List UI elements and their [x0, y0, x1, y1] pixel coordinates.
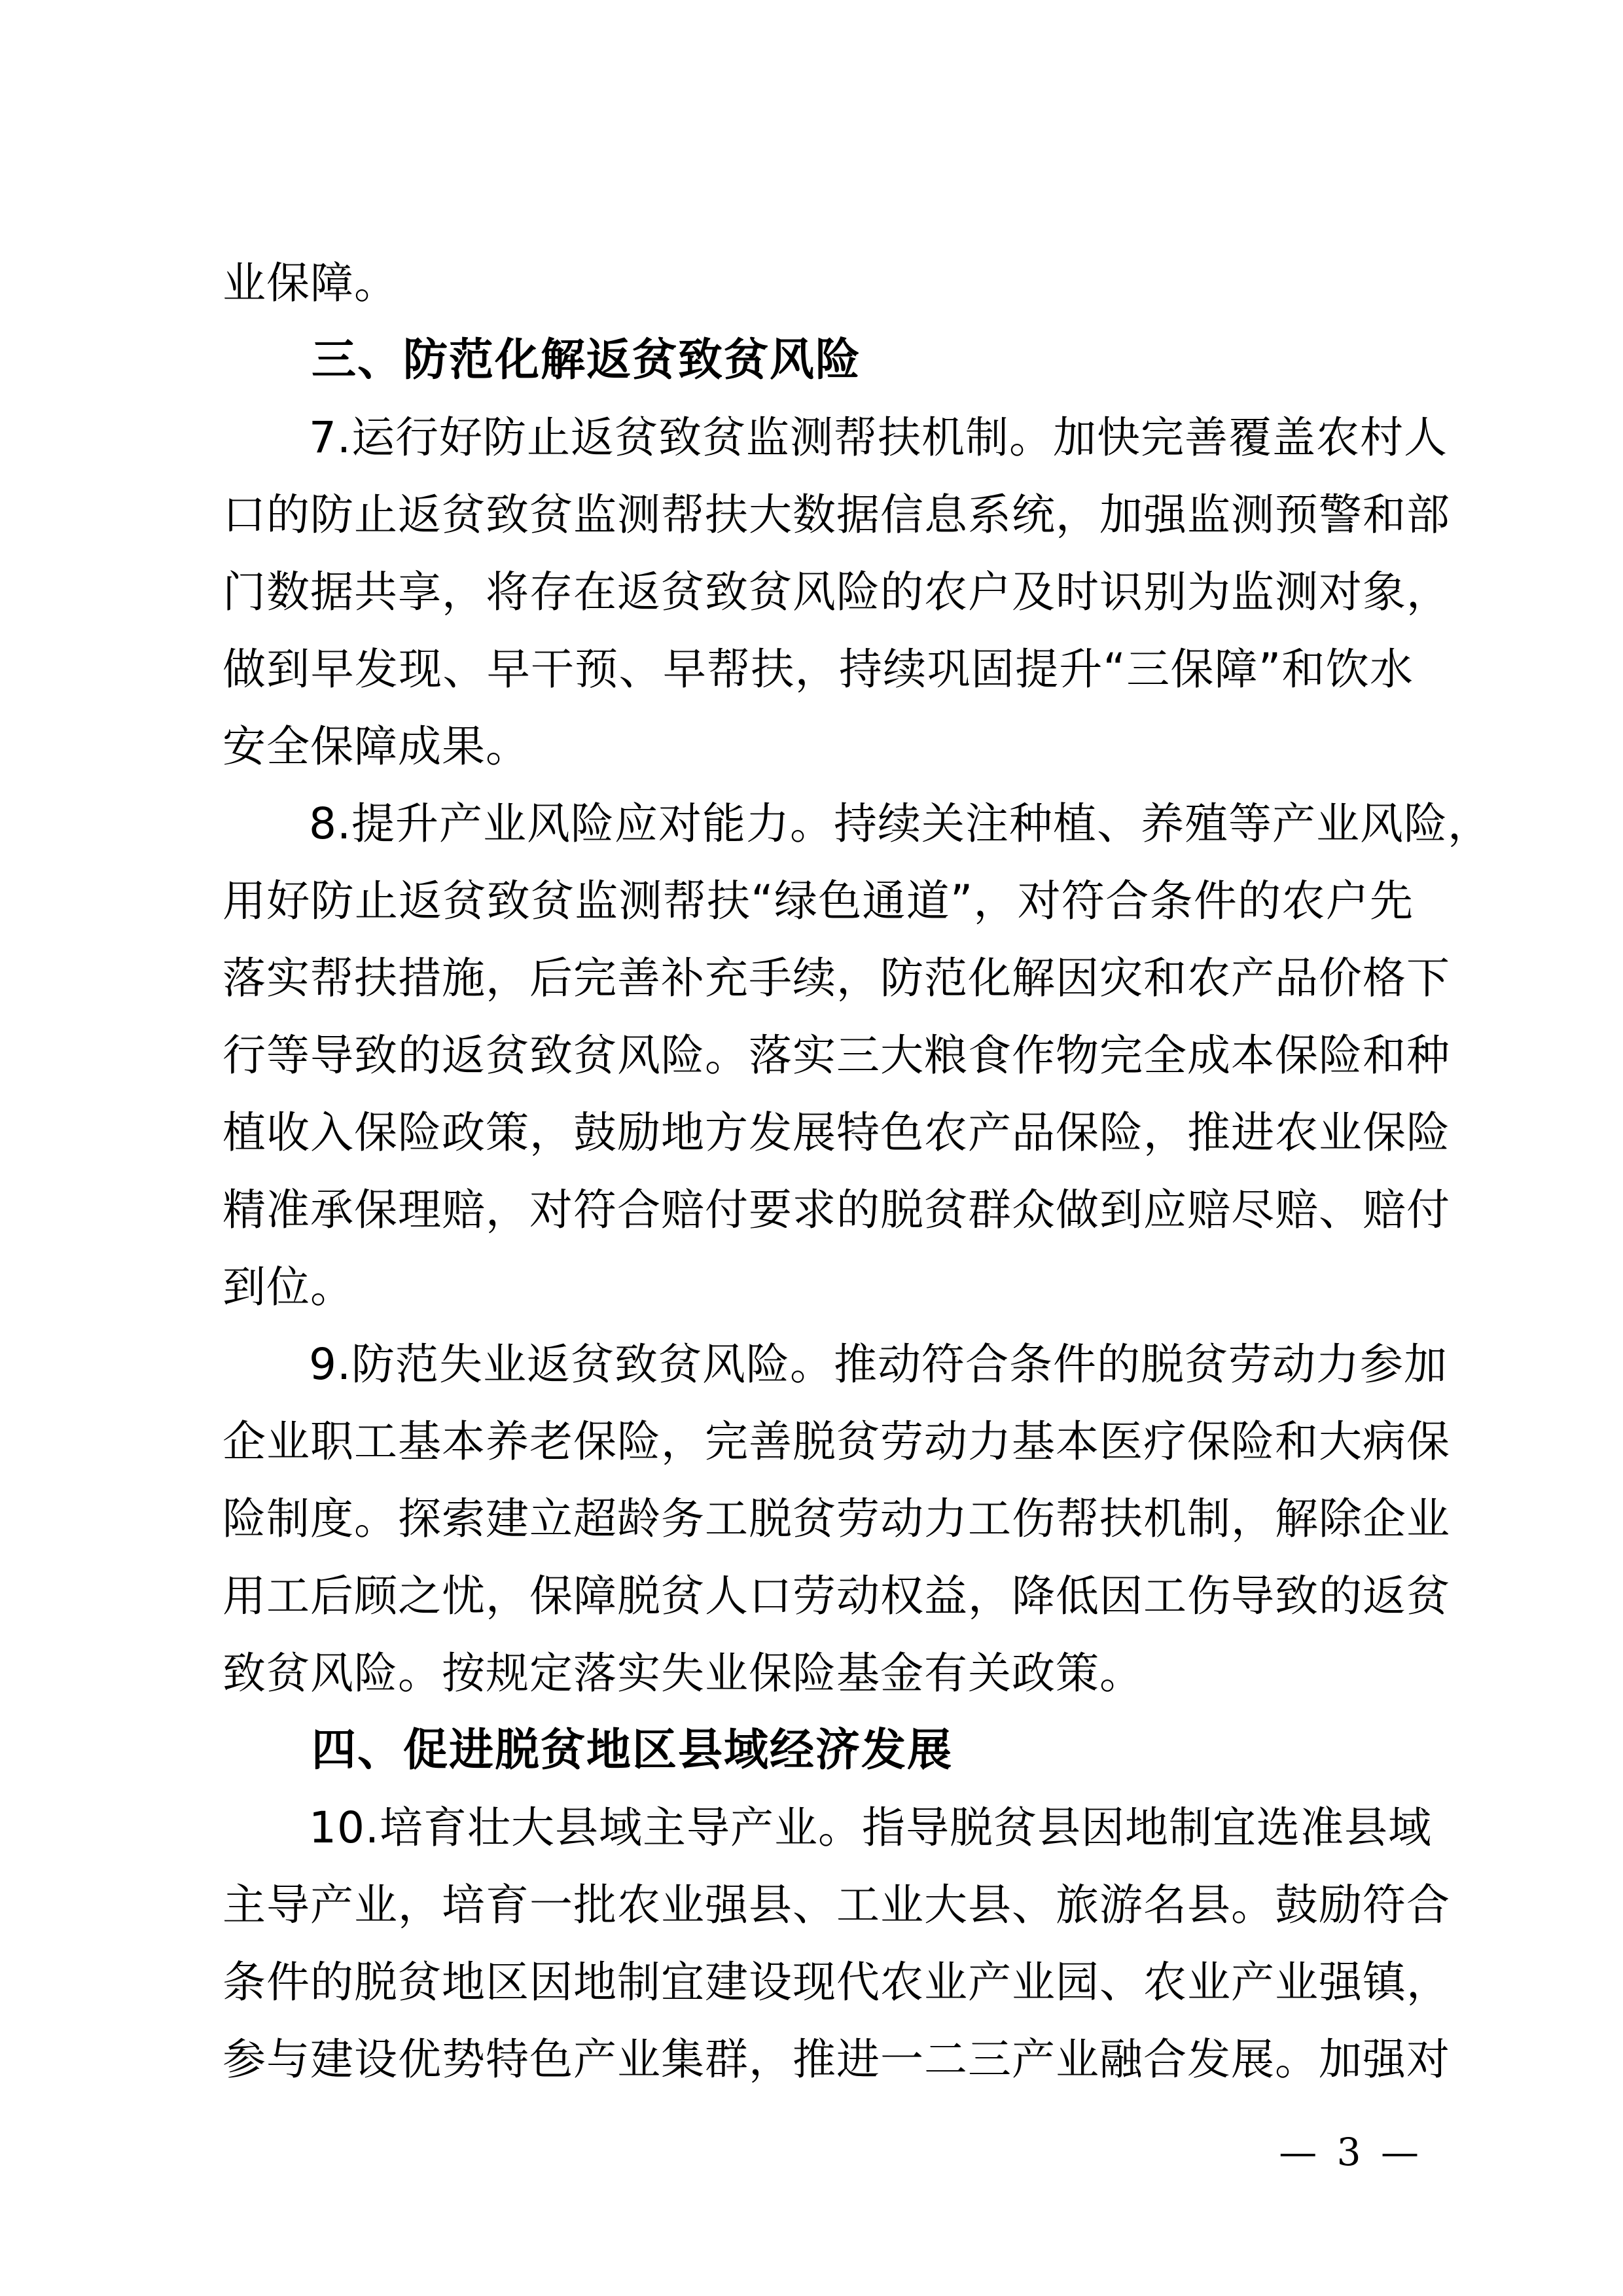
paragraph-10-line-4: 参与建设优势特色产业集群，推进一二三产业融合发展。加强对: [223, 2034, 1450, 2085]
paragraph-10-line-1: 10.培育壮大县域主导产业。指导脱贫县因地制宜选准县域: [309, 1803, 1432, 1853]
paragraph-7-line-4: 做到早发现、早干预、早帮扶，持续巩固提升“三保障”和饮水: [223, 644, 1414, 694]
section-heading-3: 三、防范化解返贫致贫风险: [312, 334, 862, 386]
paragraph-9-line-4: 用工后顾之忧，保障脱贫人口劳动权益，降低因工伤导致的返贫: [223, 1571, 1450, 1621]
paragraph-7-line-1: 7.运行好防止返贫致贫监测帮扶机制。加快完善覆盖农村人: [309, 412, 1448, 463]
document-body: [223, 245, 1491, 2098]
paragraph-8-line-4: 行等导致的返贫致贫风险。落实三大粮食作物完全成本保险和种: [223, 1030, 1450, 1081]
paragraph-8-line-5: 植收入保险政策，鼓励地方发展特色农产品保险，推进农业保险: [223, 1107, 1450, 1158]
paragraph-7-line-5: 安全保障成果。: [223, 721, 529, 772]
paragraph-8-line-7: 到位。: [223, 1262, 354, 1312]
paragraph-8-line-2: 用好防止返贫致贫监测帮扶“绿色通道”，对符合条件的农户先: [223, 876, 1414, 926]
paragraph-8-line-6: 精准承保理赔，对符合赔付要求的脱贫群众做到应赔尽赔、赔付: [223, 1185, 1450, 1235]
paragraph-9-line-1: 9.防范失业返贫致贫风险。推动符合条件的脱贫劳动力参加: [309, 1339, 1448, 1390]
section-heading-4: 四、促进脱贫地区县域经济发展: [312, 1725, 954, 1776]
paragraph-continuation-line: 业保障。: [223, 258, 398, 308]
paragraph-10-line-3: 条件的脱贫地区因地制宜建设现代农业产业园、农业产业强镇，: [223, 1957, 1450, 2007]
paragraph-7-line-3: 门数据共享，将存在返贫致贫风险的农户及时识别为监测对象，: [223, 567, 1450, 617]
paragraph-9-line-5: 致贫风险。按规定落实失业保险基金有关政策。: [223, 1648, 1143, 1698]
page-number: — 3 —: [1279, 2130, 1423, 2174]
paragraph-9-line-3: 险制度。探索建立超龄务工脱贫劳动力工伤帮扶机制，解除企业: [223, 1494, 1450, 1544]
paragraph-8-line-3: 落实帮扶措施，后完善补充手续，防范化解因灾和农产品价格下: [223, 953, 1450, 1003]
paragraph-10-line-2: 主导产业，培育一批农业强县、工业大县、旅游名县。鼓励符合: [223, 1880, 1450, 1930]
paragraph-7-line-2: 口的防止返贫致贫监测帮扶大数据信息系统，加强监测预警和部: [223, 490, 1450, 540]
paragraph-8-line-1: 8.提升产业风险应对能力。持续关注种植、养殖等产业风险，: [309, 798, 1491, 849]
paragraph-9-line-2: 企业职工基本养老保险，完善脱贫劳动力基本医疗保险和大病保: [223, 1416, 1450, 1467]
